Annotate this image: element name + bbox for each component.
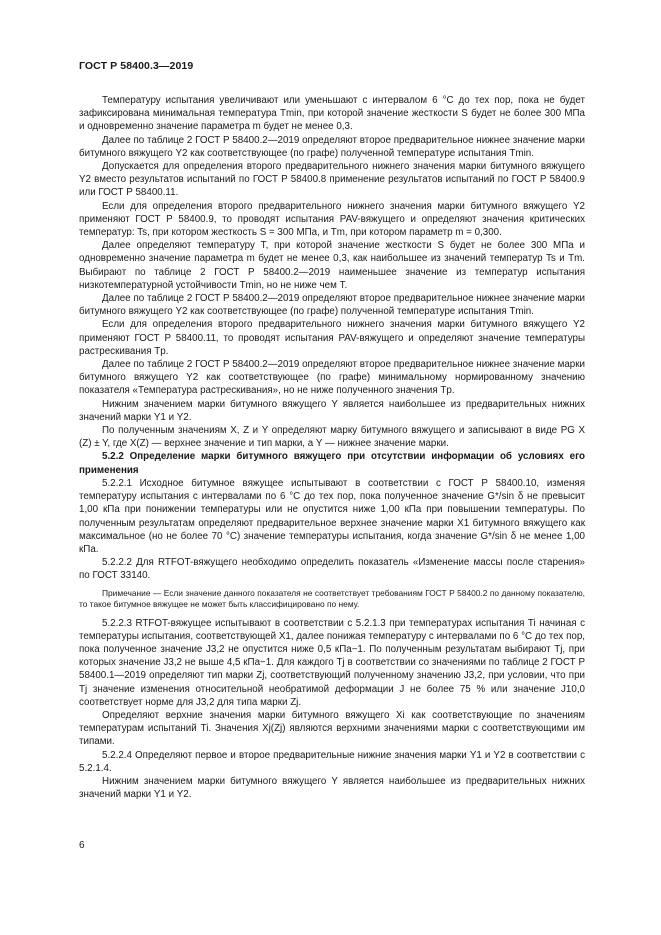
paragraph: Допускается для определения второго предварительного нижнего значения марки битумного вяжущего Y2 вместо результатов испытаний по ГОСТ Р 58400.8 применение результатов испытаний по ГОСТ Р 58400.9 или ГОСТ Р 58400.11. — [79, 161, 585, 199]
paragraph: Далее по таблице 2 ГОСТ Р 58400.2—2019 определяют второе предварительное нижнее значение марки битумного вяжущего Y2 как соответствующее (по графе) полученной температуре испытания Tmin. — [79, 293, 585, 318]
paragraph: Нижним значением марки битумного вяжущего Y является наибольшее из предварительных нижних значений марки Y1 и Y2. — [79, 775, 585, 801]
page-header: ГОСТ Р 58400.3—2019 — [79, 60, 194, 72]
paragraph: 5.2.2.2 Для RTFOT-вяжущего необходимо определить показатель «Изменение массы после старения» по ГОСТ 33140. — [79, 557, 585, 582]
paragraph: Далее по таблице 2 ГОСТ Р 58400.2—2019 определяют второе предварительное нижнее значение марки битумного вяжущего Y2 как соответствующее (по графе) минимальному нормированному значению показателя «Температура растрескивания», но не ниже полученного значения Tр. — [79, 359, 585, 397]
document-body — [79, 94, 585, 801]
paragraph: Определяют верхние значения марки битумного вяжущего Xi как соответствующие по значениям температурам испытаний Ti. Значения Xj(Zj) являются верхними значениями марки с соответствующими им типами. — [79, 709, 585, 748]
paragraph: Температуру испытания увеличивают или уменьшают с интервалом 6 °С до тех пор, пока не будет зафиксирована минимальная температура Tmin, при которой значение жесткости S будет не более 300 МПа и одновременно значение параметра m будет не менее 0,3. — [79, 95, 585, 133]
page-number: 6 — [79, 840, 85, 851]
note: Примечание — Если значение данного показателя не соответствует требованиям ГОСТ Р 58400.2 по данному показателю, то такое битумное вяжущее не может быть классифицировано по нему. — [79, 587, 585, 610]
paragraph: Если для определения второго предварительного нижнего значения марки битумного вяжущего Y2 применяют ГОСТ Р 58400.9, то проводят испытания PAV-вяжущего и определяют значения критических температур: Ts, при котором жесткость S = 300 МПа, и Tm, при котором параметр m = 0,300. — [79, 200, 585, 239]
paragraph: Далее определяют температуру T, при которой значение жесткости S будет не более 300 МПа и одновременно значение параметра m будет не менее 0,3, как наибольшее из значений температур Ts и Tm. Выбирают по таблице 2 ГОСТ Р 58400.2—2019 наименьшее значение из температур испытания низкотемпературной устойчивости Tmin, но не ниже чем T. — [79, 240, 585, 291]
paragraph: Далее по таблице 2 ГОСТ Р 58400.2—2019 определяют второе предварительное нижнее значение марки битумного вяжущего Y2 как соответствующее (по графе) полученной температуре испытания Tmin. — [79, 134, 585, 159]
paragraph: 5.2.2.1 Исходное битумное вяжущее испытывают в соответствии с ГОСТ Р 58400.10, изменяя температуру испытания с интервалами по 6 °С до тех пор, пока полученное значение G*/sin δ не превысит 1,00 кПа при понижении температуры или не опустится ниже 1,00 кПа при повышении температуры. По полученным результатам определяют предварительное верхнее значение марки X1 битумного вяжущего как максимальное (но не более 70 °С) значение температуры испытания, когда значение G*/sin δ не менее 1,00 кПа. — [79, 477, 585, 555]
paragraph: Нижним значением марки битумного вяжущего Y является наибольшее из предварительных нижних значений марки Y1 и Y2. — [79, 398, 585, 423]
paragraph: Если для определения второго предварительного нижнего значения марки битумного вяжущего Y2 применяют ГОСТ Р 58400.11, то проводят испытания PAV-вяжущего и определяют значение температуры растрескивания Tр. — [79, 319, 585, 357]
paragraph: По полученным значениям X, Z и Y определяют марку битумного вяжущего и записывают в виде PG X (Z) ± Y, где X(Z) — верхнее значение и тип марки, а Y — нижнее значение марки. — [79, 425, 585, 450]
paragraph: 5.2.2.4 Определяют первое и второе предварительные нижние значения марки Y1 и Y2 в соответствии с 5.2.1.4. — [79, 749, 585, 774]
paragraph: 5.2.2.3 RTFOT-вяжущее испытывают в соответствии с 5.2.1.3 при температурах испытания Ti начиная с температуры испытания, соответствующей X1, далее понижая температуру с интервалами по 6 °С до тех пор, пока полученное значение J3,2 не опустится ниже 0,5 кПа−1. По полученным результатам выбирают Tj, при которых значение J3,2 не выше 4,5 кПа−1. Для каждого Tj в соответствии со значениями по таблице 2 ГОСТ Р 58400.1—2019 определяют тип марки Zj, соответствующий полученному значению J3,2, при условии, что при Tj значение изменения относительной необратимой деформации J не более 75 % или значение J10,0 соответствует норме для J3,2 для типа марки Zj. — [79, 617, 585, 708]
section-heading: 5.2.2 Определение марки битумного вяжущего при отсутствии информации об условиях его применения — [79, 451, 585, 476]
